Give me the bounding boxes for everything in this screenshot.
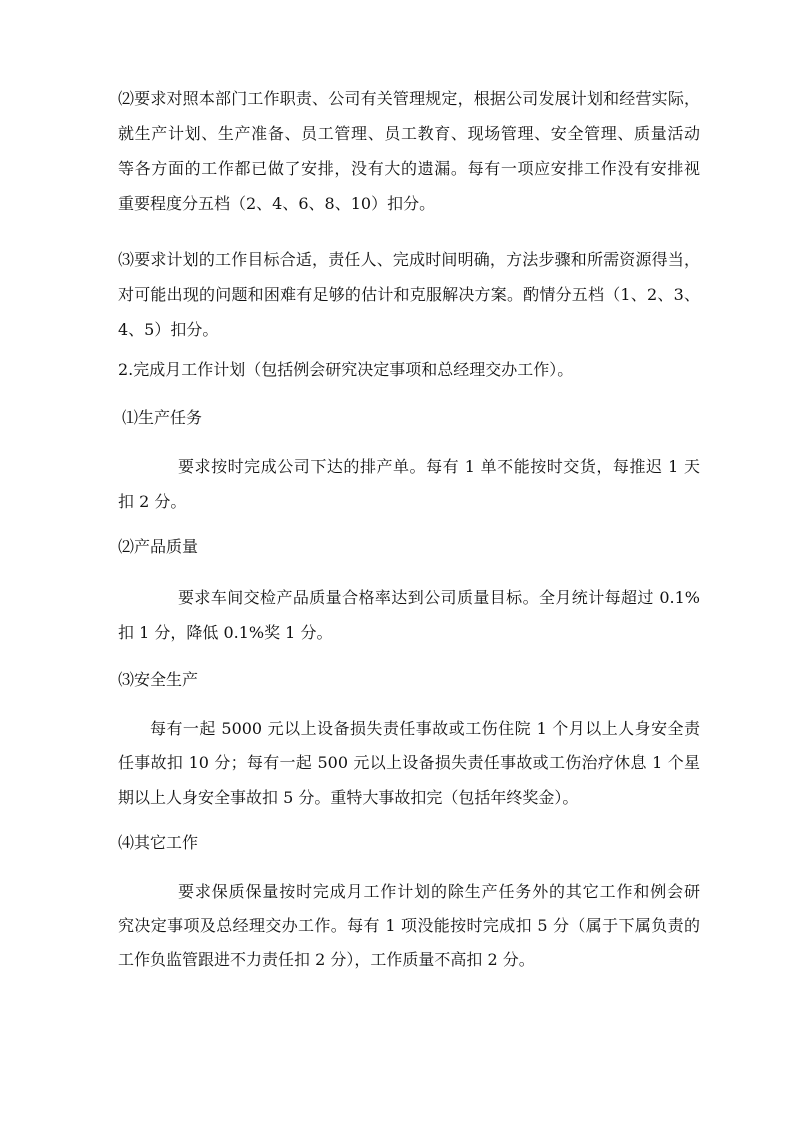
subheading-other-work: ⑷其它工作 — [118, 833, 199, 852]
text-line: 工作负监管跟进不力责任扣 2 分），工作质量不高扣 2 分。 — [118, 950, 535, 969]
text-line: 扣 1 分，降低 0.1%奖 1 分。 — [118, 623, 333, 642]
text-line: ⑶要求计划的工作目标合适，责任人、完成时间明确，方法步骤和所需资源得当， — [118, 250, 700, 269]
subheading-product-quality: ⑵产品质量 — [118, 537, 199, 556]
text-line: 扣 2 分。 — [118, 492, 187, 511]
text-line: 要求按时完成公司下达的排产单。每有 1 单不能按时交货，每推迟 1 天 — [178, 457, 700, 476]
text-line: 等各方面的工作都已做了安排，没有大的遗漏。每有一项应安排工作没有安排视 — [118, 159, 700, 178]
text-line: 究决定事项及总经理交办工作。每有 1 项没能按时完成扣 5 分（属于下属负责的 — [118, 916, 700, 935]
text-line: 要求保质保量按时完成月工作计划的除生产任务外的其它工作和例会研 — [178, 882, 700, 901]
text-line: 期以上人身安全事故扣 5 分。重特大事故扣完（包括年终奖金）。 — [118, 788, 579, 807]
text-line: 对可能出现的问题和困难有足够的估计和克服解决方案。酌情分五档（1、2、3、 — [118, 285, 700, 304]
text-line: 4、5）扣分。 — [118, 320, 219, 339]
text-line: 重要程度分五档（2、4、6、8、10）扣分。 — [118, 194, 436, 213]
text-line: 就生产计划、生产准备、员工管理、员工教育、现场管理、安全管理、质量活动 — [118, 124, 700, 143]
text-line: 要求车间交检产品质量合格率达到公司质量目标。全月统计每超过 0.1% — [178, 588, 700, 607]
text-line: 每有一起 5000 元以上设备损失责任事故或工伤住院 1 个月以上人身安全责 — [150, 719, 700, 738]
section-heading-monthly-plan: 2.完成月工作计划（包括例会研究决定事项和总经理交办工作）。 — [118, 360, 574, 379]
subheading-safety: ⑶安全生产 — [118, 670, 199, 689]
text-line: ⑵要求对照本部门工作职责、公司有关管理规定，根据公司发展计划和经营实际， — [118, 89, 700, 108]
text-line: 任事故扣 10 分；每有一起 500 元以上设备损失责任事故或工伤治疗休息 1 个星 — [118, 753, 700, 772]
subheading-production-task: ⑴生产任务 — [122, 408, 203, 427]
